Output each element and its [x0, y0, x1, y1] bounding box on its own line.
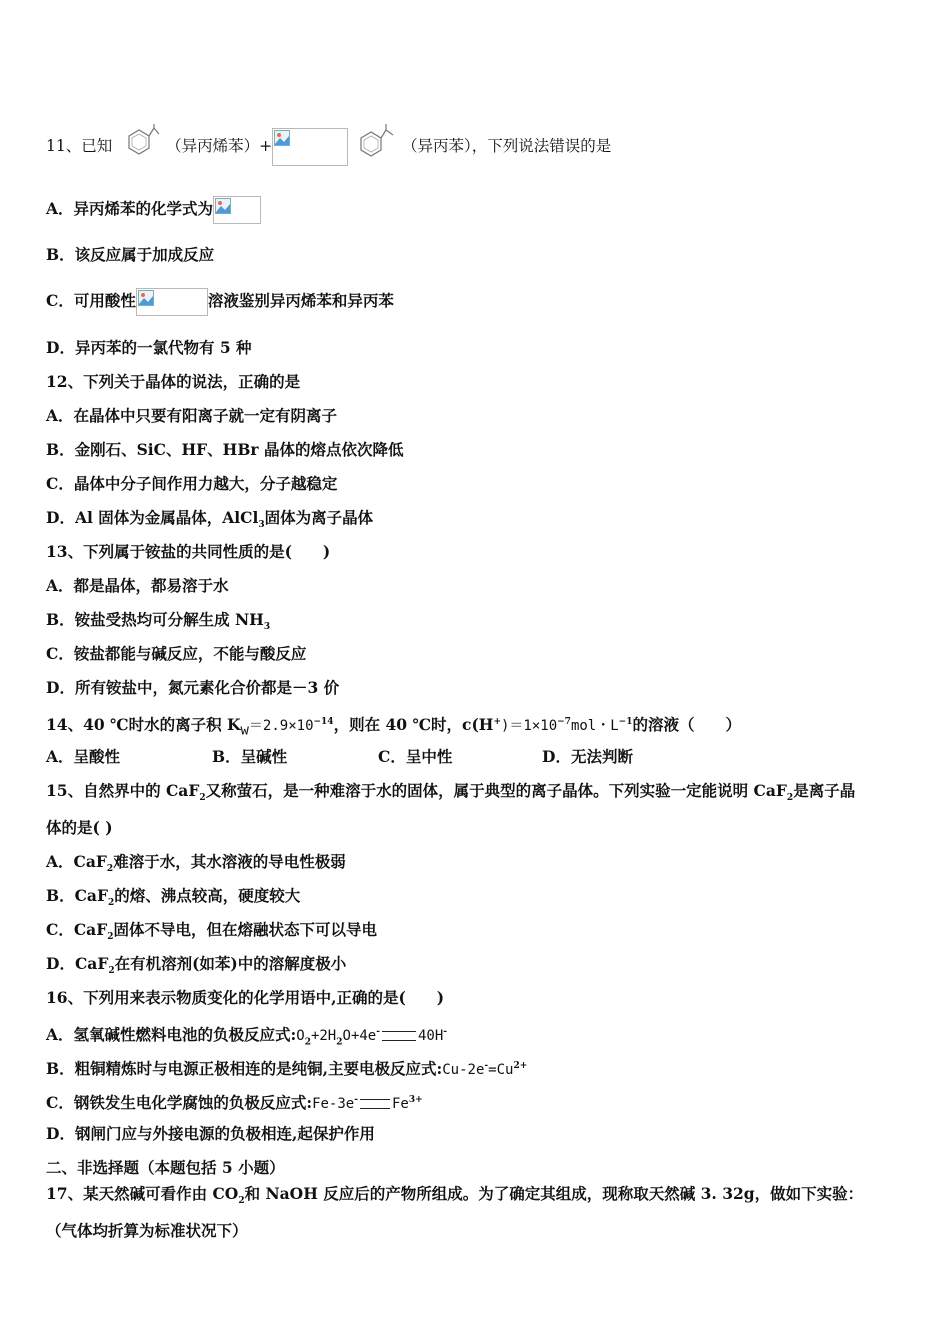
q14-option-a: A．呈酸性 — [46, 747, 121, 766]
q12-option-c: C．晶体中分子间作用力越大，分子越稳定 — [46, 474, 338, 493]
isopropenylbenzene-structure-icon — [117, 124, 161, 170]
q11-option-b: B．该反应属于加成反应 — [46, 245, 215, 264]
q13-option-b: B．铵盐受热均可分解生成 $NH_3$ — [46, 610, 271, 633]
q13-option-c: C．铵盐都能与碱反应，不能与酸反应 — [46, 644, 307, 663]
q16-option-b: B．粗铜精炼时与电源正极相连的是纯铜,主要电极反应式$:Cu-2e^-=Cu^{2+}$ — [46, 1059, 528, 1079]
double-equals-sign — [382, 1031, 416, 1041]
q11-stem — [46, 124, 910, 155]
double-equals-sign — [360, 1099, 390, 1109]
q12-option-b: B．金刚石、SiC、HF、HBr 晶体的熔点依次降低 — [46, 440, 404, 459]
section-title: 二、非选择题（本题包括 5 小题） — [46, 1158, 285, 1177]
isopropylbenzene-structure-icon — [353, 124, 397, 170]
q15-stem: 15、自然界中的 CaF$_2$又称萤石，是一种难溶于水的固体，属于典型的离子晶体。下列实验一定能说明 CaF$_2$是离子晶 — [46, 781, 856, 804]
q12-option-a: A．在晶体中只要有阳离子就一定有阴离子 — [46, 406, 338, 425]
broken-image-icon — [272, 128, 348, 166]
q11-label2: （异丙苯），下列说法错误的是 — [401, 137, 612, 155]
q17-stem-cont: （气体均折算为标准状况下） — [46, 1221, 248, 1240]
q16-option-c: C．钢铁发生电化学腐蚀的负极反应式:Fe-3e- $Fe^{3+}$ — [46, 1093, 423, 1113]
q15-option-d: D．CaF$_2$在有机溶剂(如苯)中的溶解度极小 — [46, 954, 347, 977]
q11-prefix: 11、已知 — [46, 137, 113, 155]
q12-stem: 12、下列关于晶体的说法，正确的是 — [46, 372, 301, 391]
q11-option-d: D．异丙苯的一氯代物有 5 种 — [46, 338, 252, 357]
q13-stem: 13、下列属于铵盐的共同性质的是( ) — [46, 542, 331, 561]
q13-option-d: D．所有铵盐中，氮元素化合价都是－3 价 — [46, 678, 340, 697]
q15-option-b: B．CaF$_2$的熔、沸点较高，硬度较大 — [46, 886, 301, 909]
q12-option-d: D．Al 固体为金属晶体，AlCl$_3$固体为离子晶体 — [46, 508, 374, 531]
q15-option-a: A．CaF$_2$难溶于水，其水溶液的导电性极弱 — [46, 852, 346, 875]
q14-option-d: D．无法判断 — [542, 747, 633, 766]
q14-option-c: C．呈中性 — [378, 747, 453, 766]
q14-option-b: B．呈碱性 — [212, 747, 288, 766]
q13-option-a: A．都是晶体，都易溶于水 — [46, 576, 229, 595]
q16-option-a: A．氢氧碱性燃料电池的负极反应式$:O_2+2H_2O+4e^-$ 40H- — [46, 1025, 448, 1048]
broken-image-icon — [213, 196, 261, 224]
q17-stem: 17、某天然碱可看作由 $CO_2$和 NaOH 反应后的产物所组成。为了确定其组成，现称取天然碱 3. 32g，做如下实验： — [46, 1184, 864, 1207]
q11-option-a: A．异丙烯苯的化学式为 — [46, 196, 910, 224]
q11-option-c: C．可用酸性 溶液鉴别异丙烯苯和异丙苯 — [46, 288, 910, 316]
q15-stem-cont: 体的是( ) — [46, 818, 113, 837]
q14-stem: 14、40 ℃时水的离子积 $K_w=2.9\times 10^{-14}$，则在 40 ℃时，$c(H^+)=1\times 10^{-7}mol$・$L^{-1}$的溶液（ ） — [46, 715, 741, 739]
broken-image-icon — [136, 288, 208, 316]
q15-option-c: C．CaF$_2$固体不导电，但在熔融状态下可以导电 — [46, 920, 378, 943]
q16-option-d: D．钢闸门应与外接电源的负极相连,起保护作用 — [46, 1124, 375, 1143]
q16-stem: 16、下列用来表示物质变化的化学用语中,正确的是( ) — [46, 988, 445, 1007]
q11-label1: （异丙烯苯）+ — [166, 137, 273, 155]
